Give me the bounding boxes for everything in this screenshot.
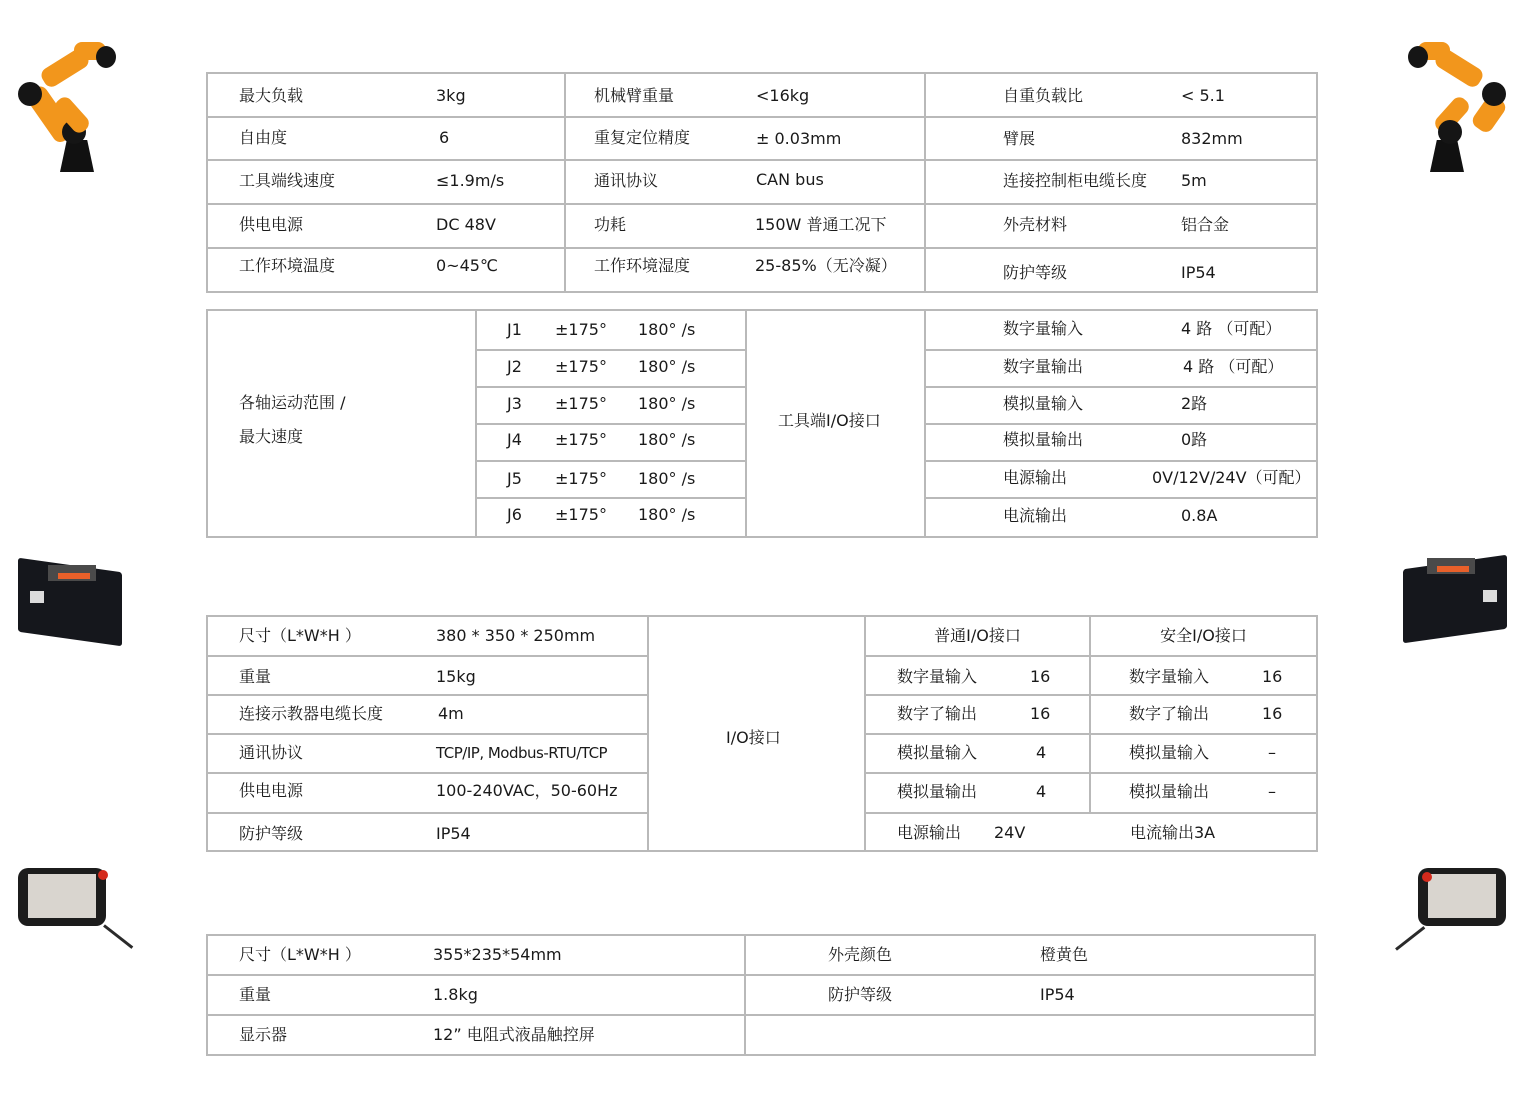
spec-value: 150W 普通工况下 — [755, 215, 887, 234]
spec-value: 25-85%（无冷凝） — [755, 256, 897, 275]
pendant-spec-label: 外壳颜色 — [828, 945, 893, 964]
current-output: 电流输出3A — [1130, 823, 1216, 842]
spec-value: ≤1.9m/s — [436, 171, 505, 190]
pendant-spec-value: 1.8kg — [433, 985, 478, 1004]
controller-spec-value: 15kg — [436, 667, 476, 686]
tool-io-item-label: 模拟量输入 — [1003, 394, 1084, 413]
spec-value: 5m — [1181, 171, 1207, 190]
spec-label: 自由度 — [239, 128, 288, 147]
joint-speed: 180° /s — [638, 430, 696, 449]
control-cabinet-image-left — [18, 555, 124, 645]
joint-range-label-2: 最大速度 — [239, 427, 304, 446]
controller-spec-label: 连接示教器电缆长度 — [239, 704, 384, 723]
pendant-spec-value: 12” 电阻式液晶触控屏 — [433, 1025, 595, 1044]
joint-name: J6 — [507, 505, 522, 524]
spec-label: 供电电源 — [239, 215, 304, 234]
teach-pendant-image-right — [1396, 868, 1508, 948]
pendant-spec-label: 显示器 — [239, 1025, 288, 1044]
general-io-value: 4 — [1036, 782, 1047, 801]
controller-spec-label: 防护等级 — [239, 824, 304, 843]
spec-value: < 5.1 — [1181, 86, 1225, 105]
controller-spec-label: 重量 — [239, 667, 272, 686]
tool-io-item-label: 电流输出 — [1003, 506, 1068, 525]
pendant-spec-value: 355*235*54mm — [433, 945, 562, 964]
robot-arm-image-right — [1408, 38, 1508, 174]
spec-label: 通讯协议 — [594, 171, 659, 190]
joint-name: J1 — [507, 320, 522, 339]
joint-speed: 180° /s — [638, 505, 696, 524]
spec-label: 连接控制柜电缆长度 — [1003, 171, 1148, 190]
joint-range: ±175° — [555, 505, 607, 524]
general-io-label: 数字了输出 — [897, 704, 978, 723]
joint-range: ±175° — [555, 430, 607, 449]
controller-spec-label: 尺寸（L*W*H ） — [239, 626, 361, 645]
spec-value: 832mm — [1181, 129, 1243, 148]
safety-io-value: 16 — [1262, 704, 1283, 723]
spec-value: 6 — [439, 128, 450, 147]
tool-io-item-value: 0路 — [1181, 430, 1208, 449]
spec-label: 工作环境湿度 — [594, 256, 691, 275]
joint-range: ±175° — [555, 320, 607, 339]
spec-label: 自重负载比 — [1003, 86, 1084, 105]
pendant-spec-label: 尺寸（L*W*H ） — [239, 945, 361, 964]
tool-io-item-value: 2路 — [1181, 394, 1208, 413]
safety-io-value: – — [1268, 743, 1276, 762]
pendant-spec-value: 橙黄色 — [1040, 945, 1089, 964]
joint-speed: 180° /s — [638, 469, 696, 488]
spec-label: 臂展 — [1003, 129, 1036, 148]
joint-name: J3 — [507, 394, 522, 413]
general-io-label: 模拟量输出 — [897, 782, 978, 801]
robot-arm-image-left — [16, 38, 116, 174]
power-output-label: 电源输出 — [897, 823, 962, 842]
joint-name: J4 — [507, 430, 522, 449]
spec-value: 0~45℃ — [436, 256, 498, 275]
tool-io-item-value: 0V/12V/24V（可配） — [1152, 468, 1311, 487]
spec-value: 3kg — [436, 86, 466, 105]
tool-io-item-value: 4 路 （可配） — [1181, 319, 1282, 338]
controller-spec-label: 供电电源 — [239, 781, 304, 800]
joint-speed: 180° /s — [638, 357, 696, 376]
controller-spec-value: IP54 — [436, 824, 471, 843]
safety-io-value: 16 — [1262, 667, 1283, 686]
control-cabinet-image-right — [1403, 550, 1509, 642]
pendant-spec-value: IP54 — [1040, 985, 1075, 1004]
controller-spec-label: 通讯协议 — [239, 743, 304, 762]
spec-label: 工作环境温度 — [239, 256, 336, 275]
joint-speed: 180° /s — [638, 394, 696, 413]
general-io-label: 模拟量输入 — [897, 743, 978, 762]
tool-io-item-label: 数字量输出 — [1003, 357, 1084, 376]
safety-io-header: 安全I/O接口 — [1160, 626, 1247, 645]
joint-range-label: 各轴运动范围 / — [239, 393, 346, 412]
spec-label: 功耗 — [594, 215, 627, 234]
spec-value: IP54 — [1181, 263, 1216, 282]
tool-io-item-label: 模拟量输出 — [1003, 430, 1084, 449]
tool-io-item-value: 4 路 （可配） — [1183, 357, 1284, 376]
pendant-spec-label: 防护等级 — [828, 985, 893, 1004]
spec-label: 外壳材料 — [1003, 215, 1068, 234]
spec-value: <16kg — [756, 86, 810, 105]
tool-io-label: 工具端I/O接口 — [778, 411, 881, 430]
tool-io-item-label: 电源输出 — [1003, 468, 1068, 487]
tool-io-item-label: 数字量输入 — [1003, 319, 1084, 338]
general-io-value: 16 — [1030, 667, 1051, 686]
power-output-value: 24V — [994, 823, 1026, 842]
tool-io-item-value: 0.8A — [1181, 506, 1218, 525]
joint-name: J2 — [507, 357, 522, 376]
general-io-header: 普通I/O接口 — [934, 626, 1021, 645]
safety-io-label: 数字了输出 — [1129, 704, 1210, 723]
spec-label: 工具端线速度 — [239, 171, 336, 190]
joint-range: ±175° — [555, 469, 607, 488]
joint-speed: 180° /s — [638, 320, 696, 339]
general-io-label: 数字量输入 — [897, 667, 978, 686]
joint-range: ±175° — [555, 357, 607, 376]
pendant-spec-label: 重量 — [239, 985, 272, 1004]
spec-value: CAN bus — [756, 170, 824, 189]
controller-spec-value: 100-240VAC，50-60Hz — [436, 781, 618, 800]
io-interface-label: I/O接口 — [726, 728, 781, 747]
safety-io-label: 模拟量输入 — [1129, 743, 1210, 762]
general-io-value: 16 — [1030, 704, 1051, 723]
teach-pendant-image-left — [18, 868, 130, 948]
safety-io-value: – — [1268, 782, 1276, 801]
controller-spec-value: 4m — [438, 704, 464, 723]
spec-label: 重复定位精度 — [594, 128, 691, 147]
spec-value: DC 48V — [436, 215, 496, 234]
general-io-value: 4 — [1036, 743, 1047, 762]
spec-label: 防护等级 — [1003, 263, 1068, 282]
spec-label: 机械臂重量 — [594, 86, 675, 105]
safety-io-label: 模拟量输出 — [1129, 782, 1210, 801]
safety-io-label: 数字量输入 — [1129, 667, 1210, 686]
controller-spec-value: 380 * 350 * 250mm — [436, 626, 596, 645]
spec-value: 铝合金 — [1181, 215, 1230, 234]
joint-name: J5 — [507, 469, 522, 488]
controller-spec-value: TCP/IP, Modbus-RTU/TCP — [436, 744, 608, 762]
spec-value: ± 0.03mm — [756, 129, 842, 148]
joint-range: ±175° — [555, 394, 607, 413]
spec-label: 最大负载 — [239, 86, 304, 105]
